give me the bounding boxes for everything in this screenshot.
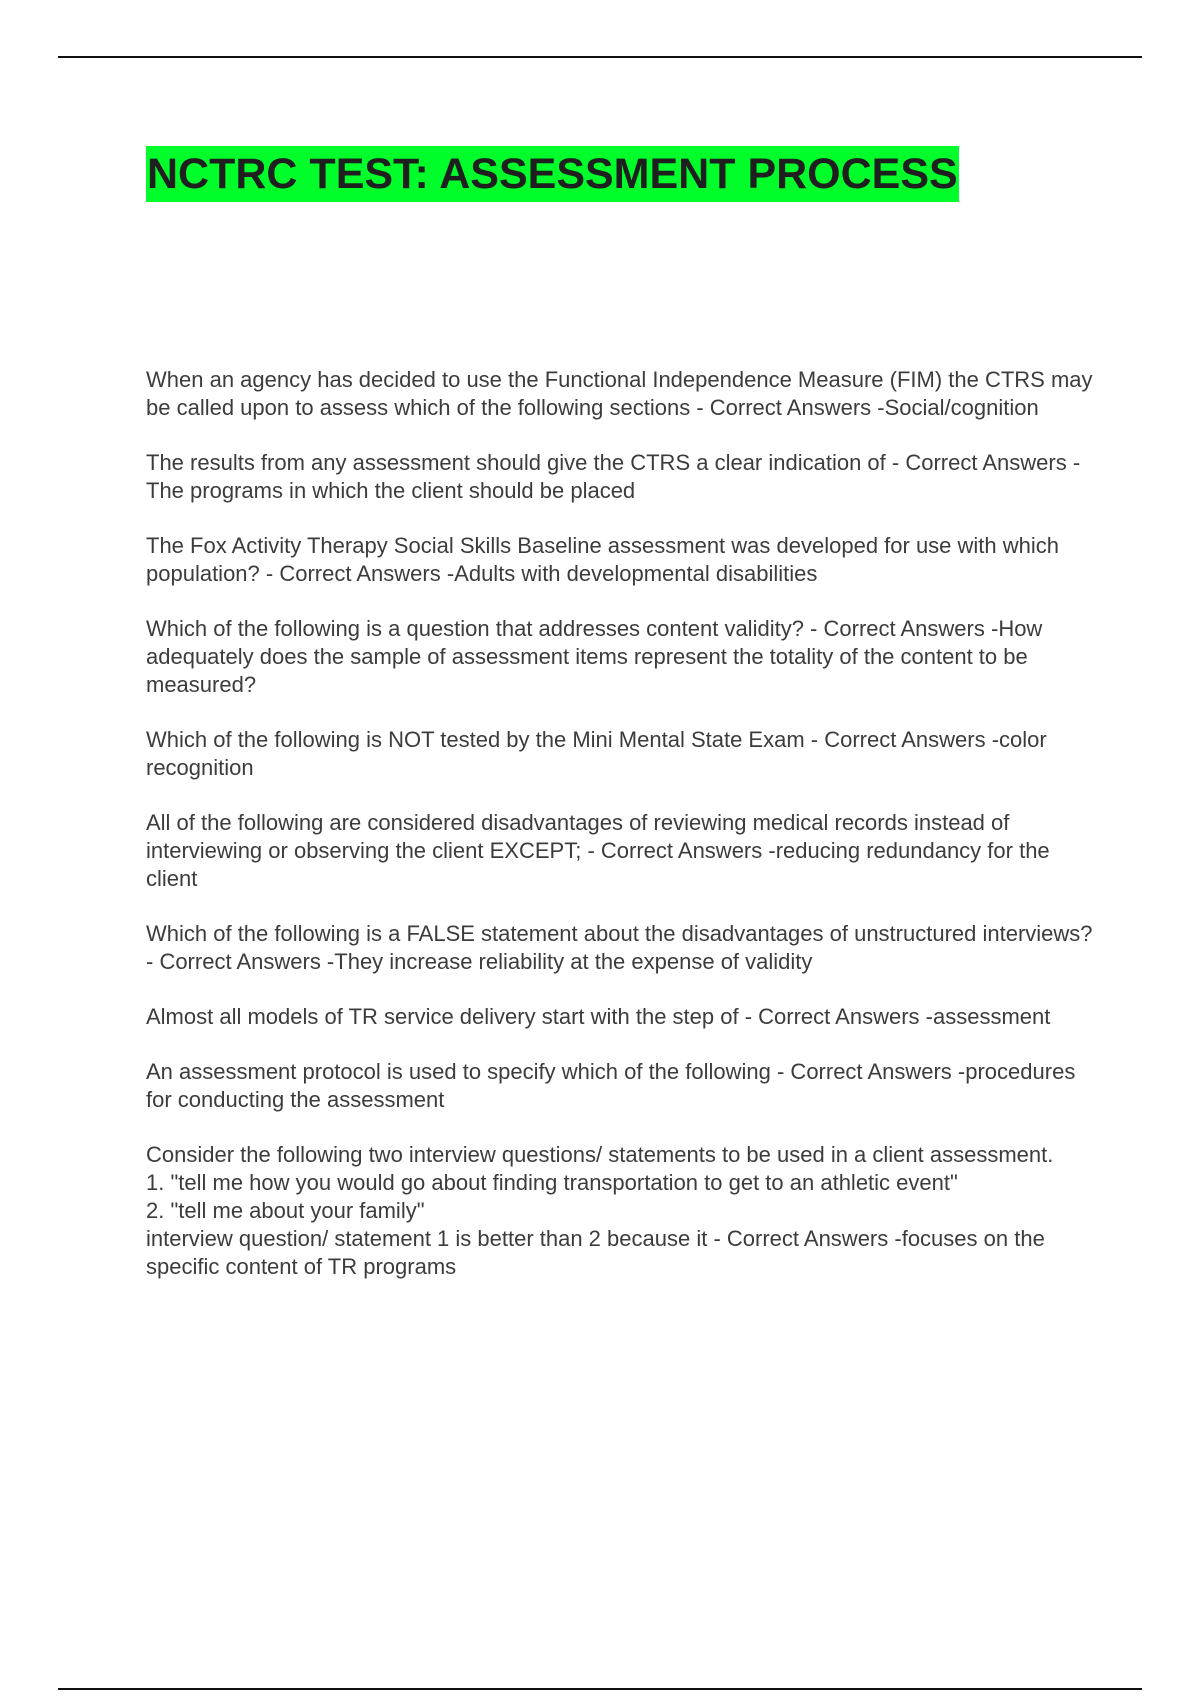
question-text: Which of the following is a question that addresses content validity? [146, 616, 804, 641]
qa-item [146, 532, 1096, 588]
answer-separator: - Correct Answers - [581, 838, 776, 863]
question-line: 1. "tell me how you would go about finding transportation to get to an athletic event" [146, 1170, 958, 1195]
qa-item [146, 1003, 1096, 1031]
question-text: Which of the following is NOT tested by the Mini Mental State Exam [146, 727, 805, 752]
qa-list [146, 366, 1096, 1281]
question-text: interview question/ statement 1 is better than 2 because it [146, 1226, 708, 1251]
answer-separator: - Correct Answers - [770, 1059, 966, 1084]
qa-item [146, 726, 1096, 782]
qa-item [146, 449, 1096, 505]
question-text: The results from any assessment should give the CTRS a clear indication of [146, 450, 886, 475]
answer-separator: - Correct Answers - [803, 616, 999, 641]
document-title: NCTRC TEST: ASSESSMENT PROCESS [146, 146, 959, 202]
answer-separator: - Correct Answers - [738, 1004, 933, 1029]
answer-separator: - Correct Answers - [885, 450, 1081, 475]
answer-text: Adults with developmental disabilities [454, 561, 818, 586]
qa-item-interview [146, 1141, 1096, 1281]
qa-item [146, 1058, 1096, 1114]
answer-text: How adequately does the sample of assessment items represent the totality of the content to be measured? [146, 616, 1043, 697]
answer-text: The programs in which the client should be placed [146, 478, 636, 503]
question-text: All of the following are considered disadvantages of reviewing medical records instead of interviewing or observing the client EXCEPT; [146, 810, 1010, 863]
qa-item [146, 809, 1096, 893]
qa-item [146, 615, 1096, 699]
answer-separator: - Correct Answers - [259, 561, 455, 586]
answer-separator: - Correct Answers - [707, 1226, 902, 1251]
qa-item [146, 920, 1096, 976]
footer-rule [58, 1688, 1142, 1690]
answer-text: reducing redundancy for the client [146, 838, 1050, 891]
question-line: 2. "tell me about your family" [146, 1198, 425, 1223]
question-text: Which of the following is a FALSE statement about the disadvantages of unstructured interviews? [146, 921, 1093, 946]
answer-text: assessment [932, 1004, 1051, 1029]
qa-item [146, 366, 1096, 422]
answer-text: They increase reliability at the expense of validity [334, 949, 813, 974]
question-line: Consider the following two interview questions/ statements to be used in a client assessment. [146, 1142, 1054, 1167]
header-rule [58, 56, 1142, 58]
answer-separator: - Correct Answers - [804, 727, 1000, 752]
question-text: The Fox Activity Therapy Social Skills Baseline assessment was developed for use with which population? [146, 533, 1060, 586]
question-text: When an agency has decided to use the Functional Independence Measure (FIM) the CTRS may be called upon to assess which of the following sections [146, 367, 1093, 420]
answer-text: color recognition [146, 727, 1047, 780]
question-text: An assessment protocol is used to specify which of the following [146, 1059, 771, 1084]
answer-text: procedures for conducting the assessment [146, 1059, 1076, 1112]
answer-text: focuses on the specific content of TR programs [146, 1226, 1045, 1279]
answer-separator: - Correct Answers - [146, 949, 335, 974]
question-text: Almost all models of TR service delivery start with the step of [146, 1004, 739, 1029]
answer-text: Social/cognition [884, 395, 1039, 420]
answer-separator: - Correct Answers - [690, 395, 885, 420]
